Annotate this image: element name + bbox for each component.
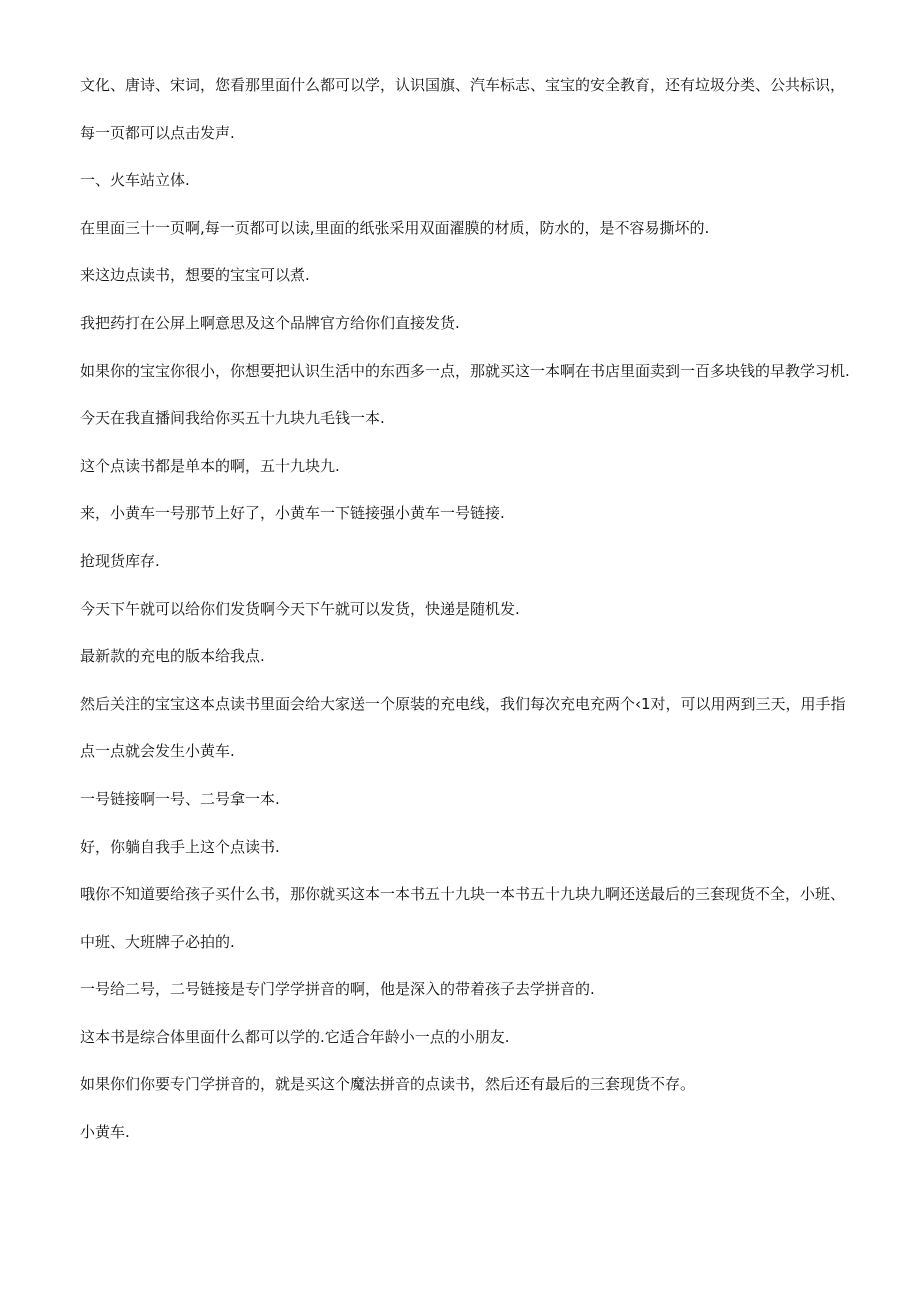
paragraph-4: 来这边点读书，想要的宝宝可以煮.	[80, 266, 310, 285]
paragraph-13: 然后关注的宝宝这本点读书里面会给大家送一个原装的充电线，我们每次充电充两个‹1对，可以用两到三天，用手指点一点就会发生小黄车.	[80, 694, 846, 761]
paragraph-11: 今天下午就可以给你们发货啊今天下午就可以发货，快递是随机发.	[80, 599, 520, 618]
paragraph-9: 来，小黄车一号那节上好了，小黄车一下链接强小黄车一号链接.	[80, 504, 505, 523]
paragraph-17: 一号给二号，二号链接是专门学学拼音的啊，他是深入的带着孩子去学拼音的.	[80, 980, 595, 999]
paragraph-16: 哦你不知道要给孩子买什么书，那你就买这本一本书五十九块一本书五十九块九啊还送最后的三套现货不全，小班、中班、大班牌子必拍的.	[80, 885, 846, 951]
paragraph-5: 我把药打在公屏上啊意思及这个品牌官方给你们直接发货.	[80, 313, 460, 332]
paragraph-15: 好，你躺自我手上这个点读书.	[80, 837, 280, 856]
paragraph-7: 今天在我直播间我给你买五十九块九毛钱一本.	[80, 409, 385, 428]
paragraph-12: 最新款的充电的版本给我点.	[80, 647, 265, 666]
paragraph-1: 文化、唐诗、宋词，您看那里面什么都可以学，认识国旗、汽车标志、宝宝的安全教育，还有垃圾分类、公共标识，每一页都可以点击发声.	[80, 76, 846, 142]
document-body	[80, 62, 850, 1157]
paragraph-3: 在里面三十一页啊,每一页都可以读,里面的纸张采用双面濯膜的材质，防水的，是不容易撕坏的.	[80, 218, 710, 237]
paragraph-19: 如果你们你要专门学拼音的，就是买这个魔法拼音的点读书，然后还有最后的三套现货不存。	[80, 1075, 696, 1094]
paragraph-8: 这个点读书都是单本的啊，五十九块九.	[80, 456, 340, 475]
paragraph-10: 抢现货库存.	[80, 551, 160, 570]
paragraph-2: 一、火车站立体.	[80, 171, 190, 190]
paragraph-6: 如果你的宝宝你很小，你想要把认识生活中的东西多一点，那就买这一本啊在书店里面卖到一百多块钱的早教学习机.	[80, 361, 850, 380]
paragraph-14: 一号链接啊一号、二号拿一本.	[80, 789, 280, 808]
paragraph-18: 这本书是综合体里面什么都可以学的.它适合年龄小一点的小朋友.	[80, 1027, 510, 1046]
paragraph-20: 小黄车.	[80, 1123, 130, 1142]
